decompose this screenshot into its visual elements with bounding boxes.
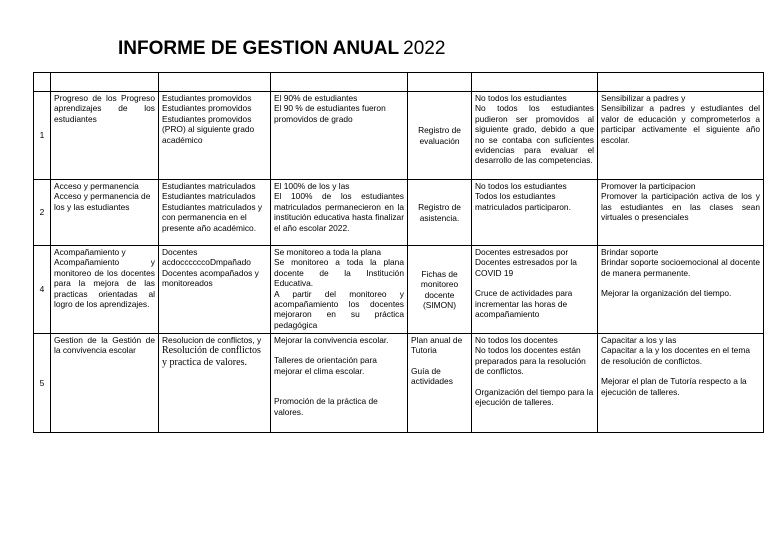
row-number: 5 — [34, 334, 51, 433]
action-cell — [598, 334, 764, 433]
cell-text: Sensibilizar a padres y estudiantes del valor de educación y comprometerlos a participar activamente el siguiente año escolar. — [601, 103, 760, 145]
cell-text: Sensibilizar a padres y — [601, 93, 686, 103]
cell-text: Estudiantes promovidos — [162, 93, 252, 103]
cell-text: Docentes estresados por la COVID 19 — [475, 257, 577, 278]
cell-text: Cruce de actividades para incrementar las horas de acompañamiento — [475, 288, 573, 320]
title-main: INFORME DE GESTION ANUAL — [118, 38, 400, 59]
header-cell — [159, 73, 271, 92]
cell-text: Acompañamiento y monitoreo de los docentes para la mejora de las practicas orientadas al logro de los aprendizajes. — [54, 257, 155, 310]
header-cell — [51, 73, 159, 92]
cell-text: Guía de actividades — [411, 365, 453, 387]
cell-text: Estudiantes promovidos — [162, 103, 252, 114]
cell-text: Docentes — [162, 247, 198, 257]
cell-text: Acceso y permanencia — [54, 181, 139, 191]
action-cell — [598, 180, 764, 246]
cell-text: No todos los docentes — [475, 335, 558, 345]
cell-text: No todos los docentes están preparados para la resolución de conflictos. — [475, 345, 586, 377]
difficulty-cell — [472, 246, 598, 334]
header-cell — [598, 73, 764, 92]
cell-text: Plan anual de Tutoria — [411, 335, 463, 356]
cell-text: Organización del tiempo para la ejecución de talleres. — [475, 386, 594, 408]
source-cell: Fichas de monitoreo docente (SIMON) — [408, 246, 472, 334]
cell-text: Mejorar la organización del tiempo. — [601, 288, 732, 299]
row-number: 1 — [34, 92, 51, 180]
cell-text: Brindar soporte — [601, 247, 659, 257]
header-cell — [271, 73, 408, 92]
result-cell — [271, 246, 408, 334]
cell-text: Mejorar el plan de Tutoría respecto a la ejecución de talleres. — [601, 376, 747, 397]
row-number: 4 — [34, 246, 51, 334]
header-cell — [408, 73, 472, 92]
dimension-cell — [51, 180, 159, 246]
cell-text: Estudiantes matriculados — [162, 181, 256, 191]
cell-text: Acompañamiento y — [54, 247, 126, 257]
cell-text: Promover la participación activa de los y las estudiantes en las clases sean virtuales o presenciales — [601, 191, 760, 223]
cell-text: Brindar soporte socioemocional al docente de manera permanente. — [601, 257, 760, 278]
result-cell — [271, 334, 408, 433]
indicator-cell — [159, 334, 271, 433]
action-cell — [598, 92, 764, 180]
cell-text: Se monitoreo a toda la plana docente de la Institución Educativa. — [274, 257, 404, 289]
dimension-cell — [51, 246, 159, 334]
cell-text: Promover la participacion — [601, 181, 696, 191]
cell-text: Talleres de orientación para mejorar el clima escolar. — [274, 355, 377, 376]
cell-text: Resolución de conflictos y practica de valores. — [162, 345, 261, 369]
indicator-cell — [159, 92, 271, 180]
cell-text: Mejorar la convivencia escolar. — [274, 335, 389, 345]
difficulty-cell — [472, 92, 598, 180]
cell-text: Capacitar a la y los docentes en el tema de resolución de conflictos. — [601, 345, 750, 366]
table-row — [34, 246, 764, 334]
cell-text: Capacitar a los y las — [601, 335, 677, 345]
row-number: 2 — [34, 180, 51, 246]
source-cell — [408, 334, 472, 433]
table-row — [34, 180, 764, 246]
result-cell — [271, 92, 408, 180]
indicator-cell — [159, 180, 271, 246]
cell-text: Resolucion de conflictos, y — [162, 335, 262, 345]
dimension-cell — [51, 334, 159, 433]
cell-text: No todos los estudiantes — [475, 93, 567, 103]
report-table — [33, 72, 764, 433]
dimension-cell — [51, 92, 159, 180]
cell-text: Progreso de los Progreso aprendizajes de los estudiantes — [54, 93, 155, 124]
cell-text: Acceso y permanencia de los y las estudiantes — [54, 191, 151, 212]
difficulty-cell — [472, 334, 598, 433]
cell-text: Gestion de la Gestión de la convivencia escolar — [54, 335, 155, 356]
cell-text: No todos los estudiantes — [475, 181, 567, 191]
table-row — [34, 334, 764, 433]
cell-text: Docentes estresados por — [475, 247, 569, 257]
cell-text: El 100% de los y las — [274, 181, 350, 191]
source-cell: Registro de evaluación — [408, 92, 472, 180]
cell-text: El 90% de estudiantes — [274, 93, 358, 103]
cell-text: Todos los estudiantes matriculados participaron. — [475, 191, 571, 212]
cell-text: Promoción de la práctica de valores. — [274, 396, 378, 417]
action-cell — [598, 246, 764, 334]
cell-text: No todos los estudiantes pudieron ser promovidos al siguiente grado, debido a que no se contaba con suficientes evidencias para evaluar el desarrollo de las competencias. — [475, 103, 594, 166]
table-row — [34, 92, 764, 180]
cell-text: Estudiantes promovidos (PRO) al siguiente grado académico — [162, 113, 255, 145]
cell-text: Estudiantes matriculados — [162, 191, 256, 202]
cell-text: El 90 % de estudiantes fueron promovidos de grado — [274, 103, 386, 124]
page-title — [118, 38, 445, 60]
cell-text: El 100% de los estudiantes matriculados permanecieron en la institución educativa hasta finalizar el año escolar 2022. — [274, 191, 404, 233]
source-cell: Registro de asistencia. — [408, 180, 472, 246]
cell-text: acdoccccccoDmpañado Docentes acompañados y monitoreados — [162, 257, 259, 289]
title-year: 2022 — [403, 38, 446, 59]
header-row — [34, 73, 764, 92]
indicator-cell — [159, 246, 271, 334]
difficulty-cell — [472, 180, 598, 246]
header-cell — [34, 73, 51, 92]
cell-text: Estudiantes matriculados y con permanencia en el presente año académico. — [162, 201, 263, 233]
cell-text: A partir del monitoreo y acompañamiento los docentes mejoraron en su práctica pedagógica — [274, 288, 404, 330]
header-cell — [472, 73, 598, 92]
result-cell — [271, 180, 408, 246]
cell-text: Se monitoreo a toda la plana — [274, 247, 382, 257]
